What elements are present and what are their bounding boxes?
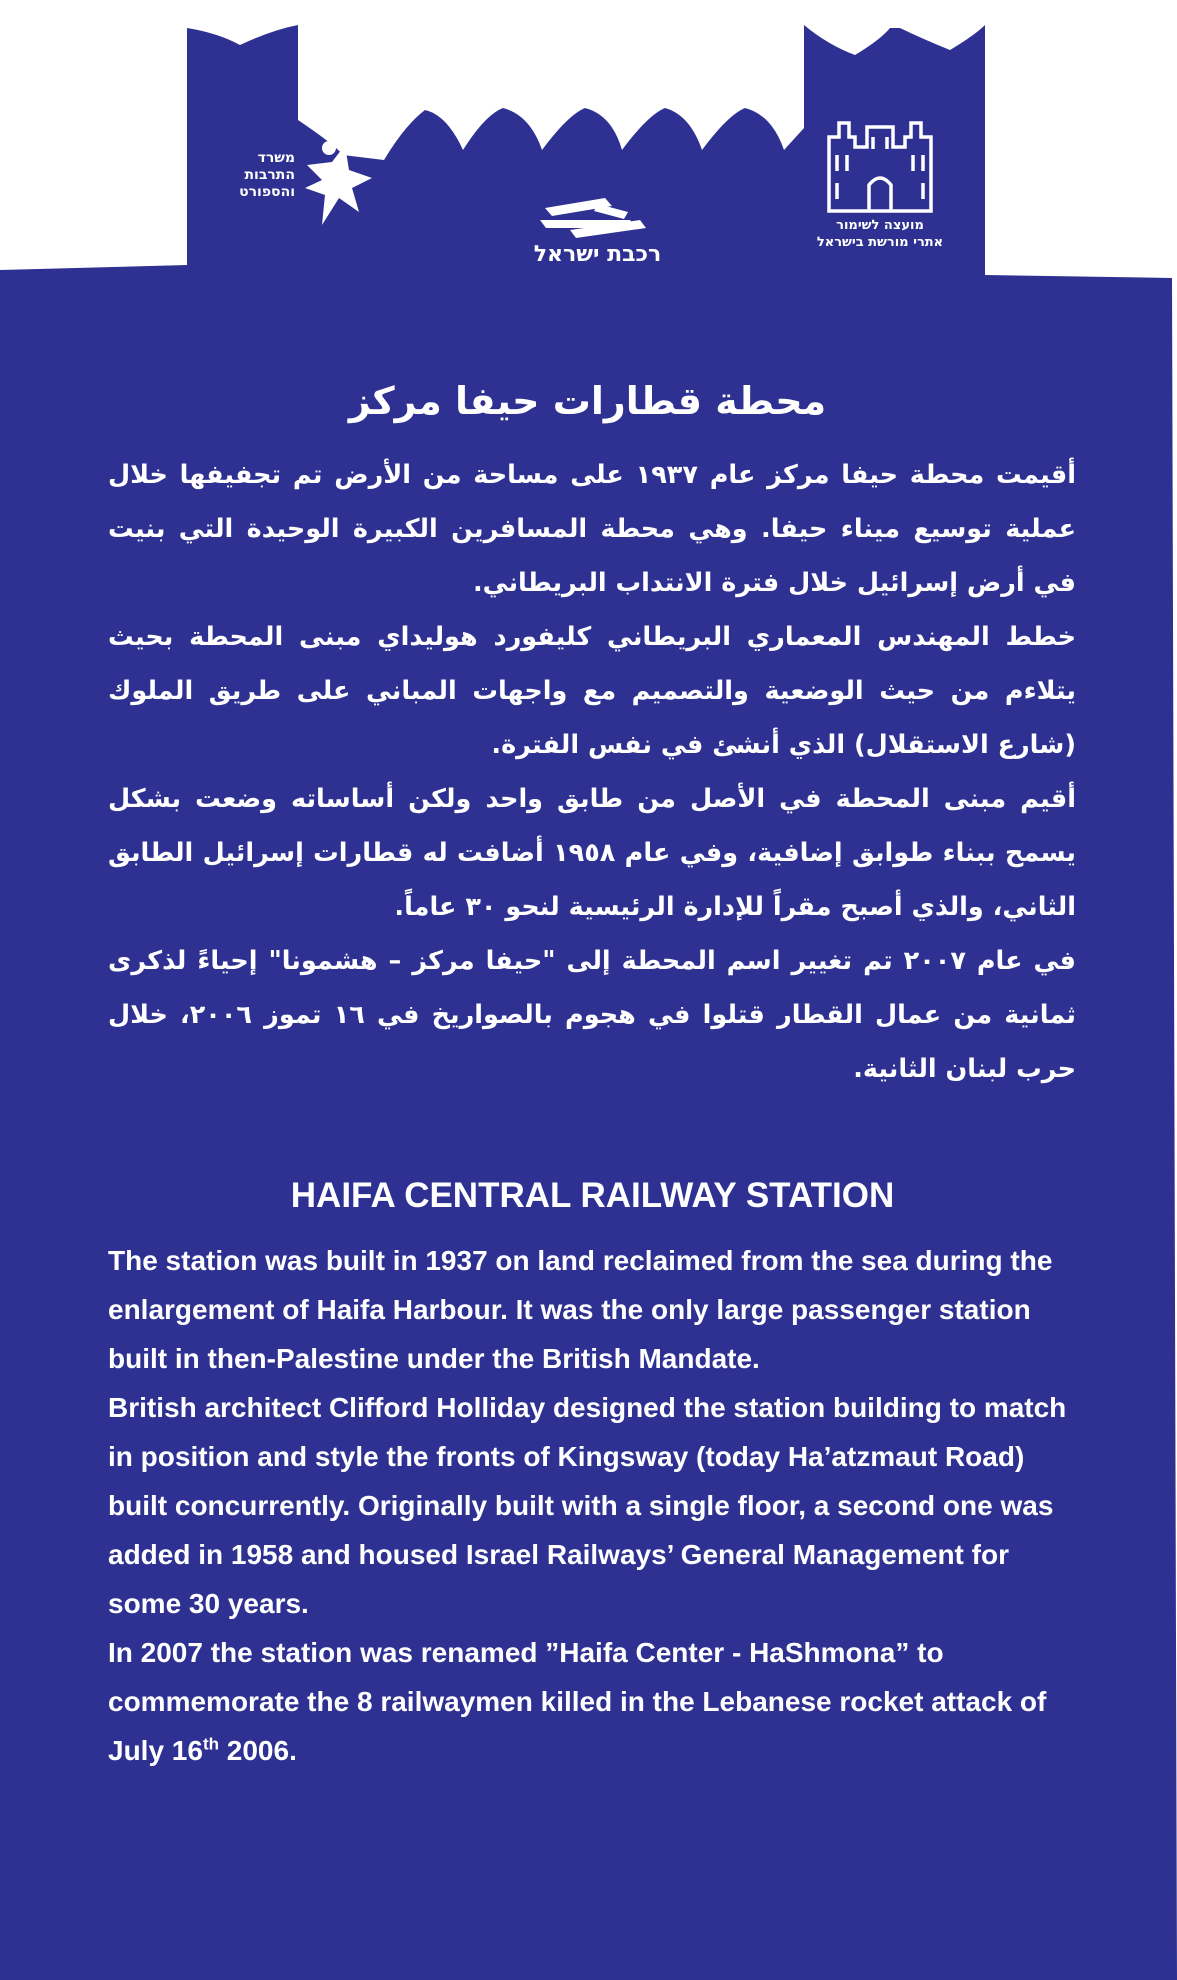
- culture-ministry-line-1: משרד: [257, 150, 295, 166]
- english-paragraph-3-text: In 2007 the station was renamed ”Haifa Center - HaShmona” to commemorate the 8 railwaymen killed in the Lebanese rocket attack of July 16: [108, 1637, 1047, 1766]
- arabic-body: [108, 448, 1076, 1096]
- arabic-paragraph-3: أقيم مبنى المحطة في الأصل من طابق واحد ولكن أساساته وضعت بشكل يسمح ببناء طوابق إضافية، وفي عام ١٩٥٨ أضافت له قطارات إسرائيل الطابق الثاني، والذي أصبح مقراً للإدارة الرئيسية لنحو ٣٠ عاماً.: [108, 784, 1076, 922]
- star-icon: [297, 140, 377, 230]
- israel-railways-text: רכבת ישראל: [533, 242, 662, 267]
- english-paragraph-1: The station was built in 1937 on land reclaimed from the sea during the enlargement of Haifa Harbour. It was the only large passenger station built in then-Palestine under the British Mandate.: [108, 1245, 1053, 1374]
- building-icon: [825, 115, 935, 213]
- culture-ministry-logo: [205, 140, 380, 230]
- heritage-council-line-2: אתרי מורשת בישראל: [816, 235, 944, 250]
- english-paragraph-3: [108, 1628, 1073, 1775]
- railway-logo-icon: [510, 190, 685, 240]
- arabic-paragraph-2: خطط المهندس المعماري البريطاني كليفورد هوليداي مبنى المحطة بحيث يتلاءم من حيث الوضعية والتصميم مع واجهات المباني على طريق الملوك (شارع الاستقلال) الذي أنشئ في نفس الفترة.: [108, 622, 1076, 760]
- heritage-council-line-1: מועצה לשימור: [836, 218, 924, 233]
- heritage-council-logo: [795, 115, 965, 255]
- english-body: [108, 1236, 1073, 1775]
- culture-ministry-text: [205, 150, 295, 201]
- arabic-title: محطة قطارات حيفا مركز: [348, 379, 827, 423]
- culture-ministry-line-2: התרבות: [244, 167, 295, 183]
- ordinal-superscript: th: [202, 1734, 219, 1754]
- israel-railways-logo: [510, 190, 685, 270]
- english-title: HAIFA CENTRAL RAILWAY STATION: [290, 1176, 895, 1215]
- english-paragraph-2: British architect Clifford Holliday designed the station building to match in position and style the fronts of Kingsway (today Ha’atzmaut Road) built concurrently. Originally built with a single floor, a second one was added in 1958 and housed Israel Railways’ General Management for some 30 years.: [108, 1392, 1067, 1619]
- arabic-paragraph-1: أقيمت محطة حيفا مركز عام ١٩٣٧ على مساحة من الأرض تم تجفيفها خلال عملية توسيع ميناء حيفا. وهي محطة المسافرين الكبيرة الوحيدة التي بنيت في أرض إسرائيل خلال فترة الانتداب البريطاني.: [108, 460, 1076, 598]
- arabic-paragraph-4: في عام ٢٠٠٧ تم تغيير اسم المحطة إلى "حيفا مركز – هشمونا" إحياءً لذكرى ثمانية من عمال القطار قتلوا في هجوم بالصواريخ في ١٦ تموز ٢٠٠٦، خلال حرب لبنان الثانية.: [108, 946, 1077, 1084]
- english-paragraph-3-end: 2006.: [219, 1735, 297, 1766]
- heritage-council-text: [795, 217, 965, 251]
- culture-ministry-line-3: והספורט: [239, 184, 295, 200]
